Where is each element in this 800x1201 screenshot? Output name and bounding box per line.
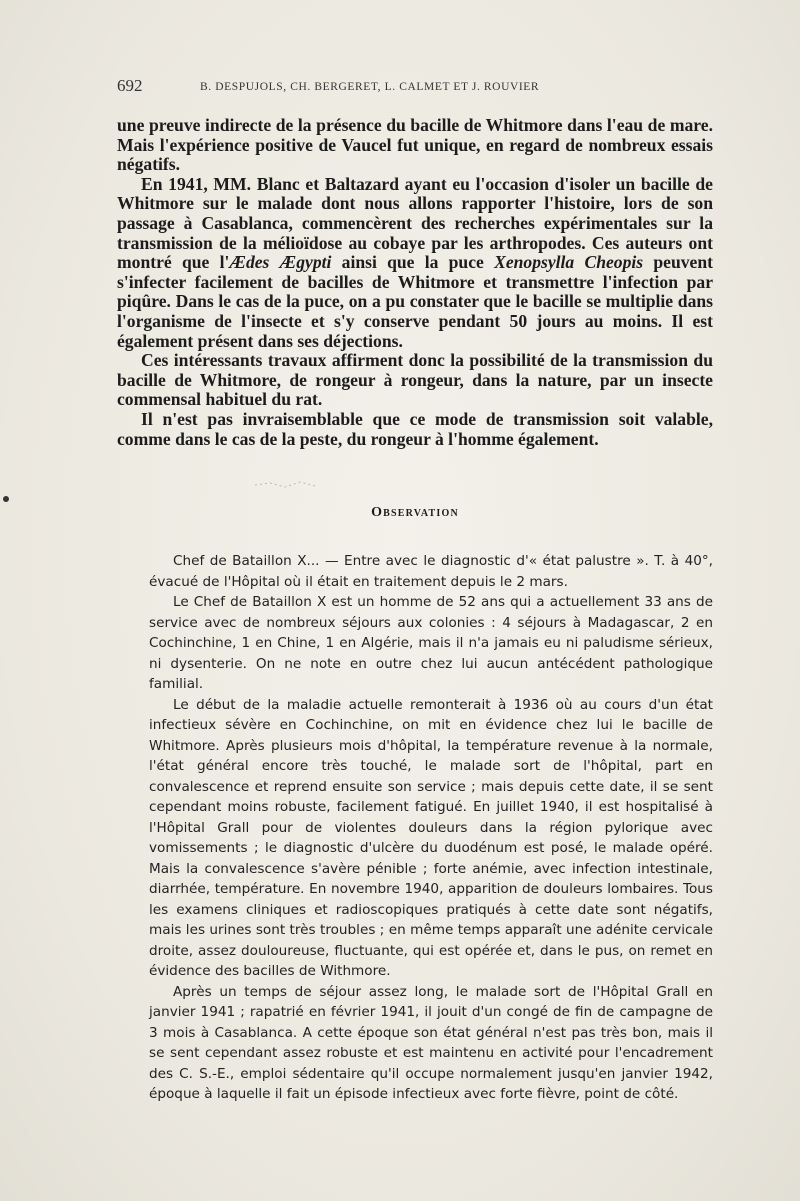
- main-body-text: [117, 116, 713, 449]
- header-authors: B. DESPUJOLS, CH. BERGERET, L. CALMET ET J. ROUVIER: [200, 81, 540, 93]
- body-paragraph: Il n'est pas invraisemblable que ce mode de transmission soit valable, comme dans le cas de la peste, du rongeur à l'homme également.: [117, 408, 713, 449]
- page-number: 692: [117, 76, 143, 95]
- observation-paragraph: Chef de Bataillon X... — Entre avec le diagnostic d'« état palustre ». T. à 40°, évacué de l'Hôpital où il était en traitement depuis le 2 mars.: [149, 553, 713, 590]
- body-paragraph: une preuve indirecte de la présence du bacille de Whitmore dans l'eau de mare. Mais l'expérience positive de Vaucel fut unique, en regard de nombreux essais négatifs.: [117, 115, 713, 175]
- body-paragraph: Ces intéressants travaux affirment donc la possibilité de la transmission du bacille de Whitmore, de rongeur à rongeur, dans la nature, par un insecte commensal habituel du rat.: [117, 350, 713, 410]
- observation-paragraph: Après un temps de séjour assez long, le malade sort de l'Hôpital Grall en janvier 1941 ; rapatrié en février 1941, il jouit d'un congé de fin de campagne de 3 mois à Casablanca. A cette époque son état général n'est pas très bon, mais il se sent cependant assez robuste et est maintenu en activité pour l'encadrement des C. S.-E., emploi sédentaire qu'il occupe normalement jusqu'en janvier 1942, époque à laquelle il fait un épisode infectieux avec forte fièvre, point de côté.: [149, 983, 713, 1102]
- observation-paragraph: Le début de la maladie actuelle remonterait à 1936 où au cours d'un état infectieux sévère en Cochinchine, on mit en évidence chez lui le bacille de Whitmore. Après plusieurs mois d'hôpital, la température revenue à la normale, l'état général encore très touché, le malade sort de l'hôpital, part en convalescence et reprend ensuite son service ; mais depuis cette date, il se sent cependant moins robuste, facilement fatigué. En juillet 1940, il est hospitalisé à l'Hôpital Grall pour de violentes douleurs dans la région pylorique avec vomissements ; le diagnostic d'ulcère du duodénum est posé, le malade opéré. Mais la convalescence s'avère pénible ; forte anémie, avec infection intestinale, diarrhée, température. En novembre 1940, apparition de douleurs lombaires. Tous les examens cliniques et radioscopiques pratiqués à cette date sont négatifs, mais les urines sont très troubles ; en même temps apparaît une adénite cervicale droite, assez douloureuse, fluctuante, qui est opérée et, dans le pus, on remet en évidence des bacilles de Withmore.: [149, 696, 713, 979]
- ink-smudge: [250, 473, 330, 493]
- body-paragraph: En 1941, MM. Blanc et Baltazard ayant eu l'occasion d'isoler un bacille de Whitmore sur le malade dont nous allons rapporter l'histoire, lors de son passage à Casablanca, commencèrent des recherches expérimentales sur la transmission de la mélioïdose au cobaye par les arthropodes. Ces auteurs ont montré que l'Ædes Ægypti ainsi que la puce Xenopsylla Cheopis peuvent s'infecter facilement de bacilles de Whitmore et transmettre l'infection par piqûre. Dans le cas de la puce, on a pu constater que le bacille se multiplie dans l'organisme de l'insecte et s'y conserve pendant 50 jours au moins. Il est également présent dans ses déjections.: [117, 173, 713, 351]
- observation-paragraph: Le Chef de Bataillon X est un homme de 52 ans qui a actuellement 33 ans de service avec de nombreux séjours aux colonies : 4 séjours à Madagascar, 2 en Cochinchine, 1 en Chine, 1 en Algérie, mais il n'a jamais eu ni paludisme sérieux, ni dysenterie. On ne note en outre chez lui aucun antécédent pathologique familial.: [149, 594, 713, 692]
- margin-dot: [3, 496, 9, 502]
- section-title: Observation: [371, 505, 459, 520]
- running-header: [117, 76, 717, 100]
- observation-text: [149, 551, 713, 1105]
